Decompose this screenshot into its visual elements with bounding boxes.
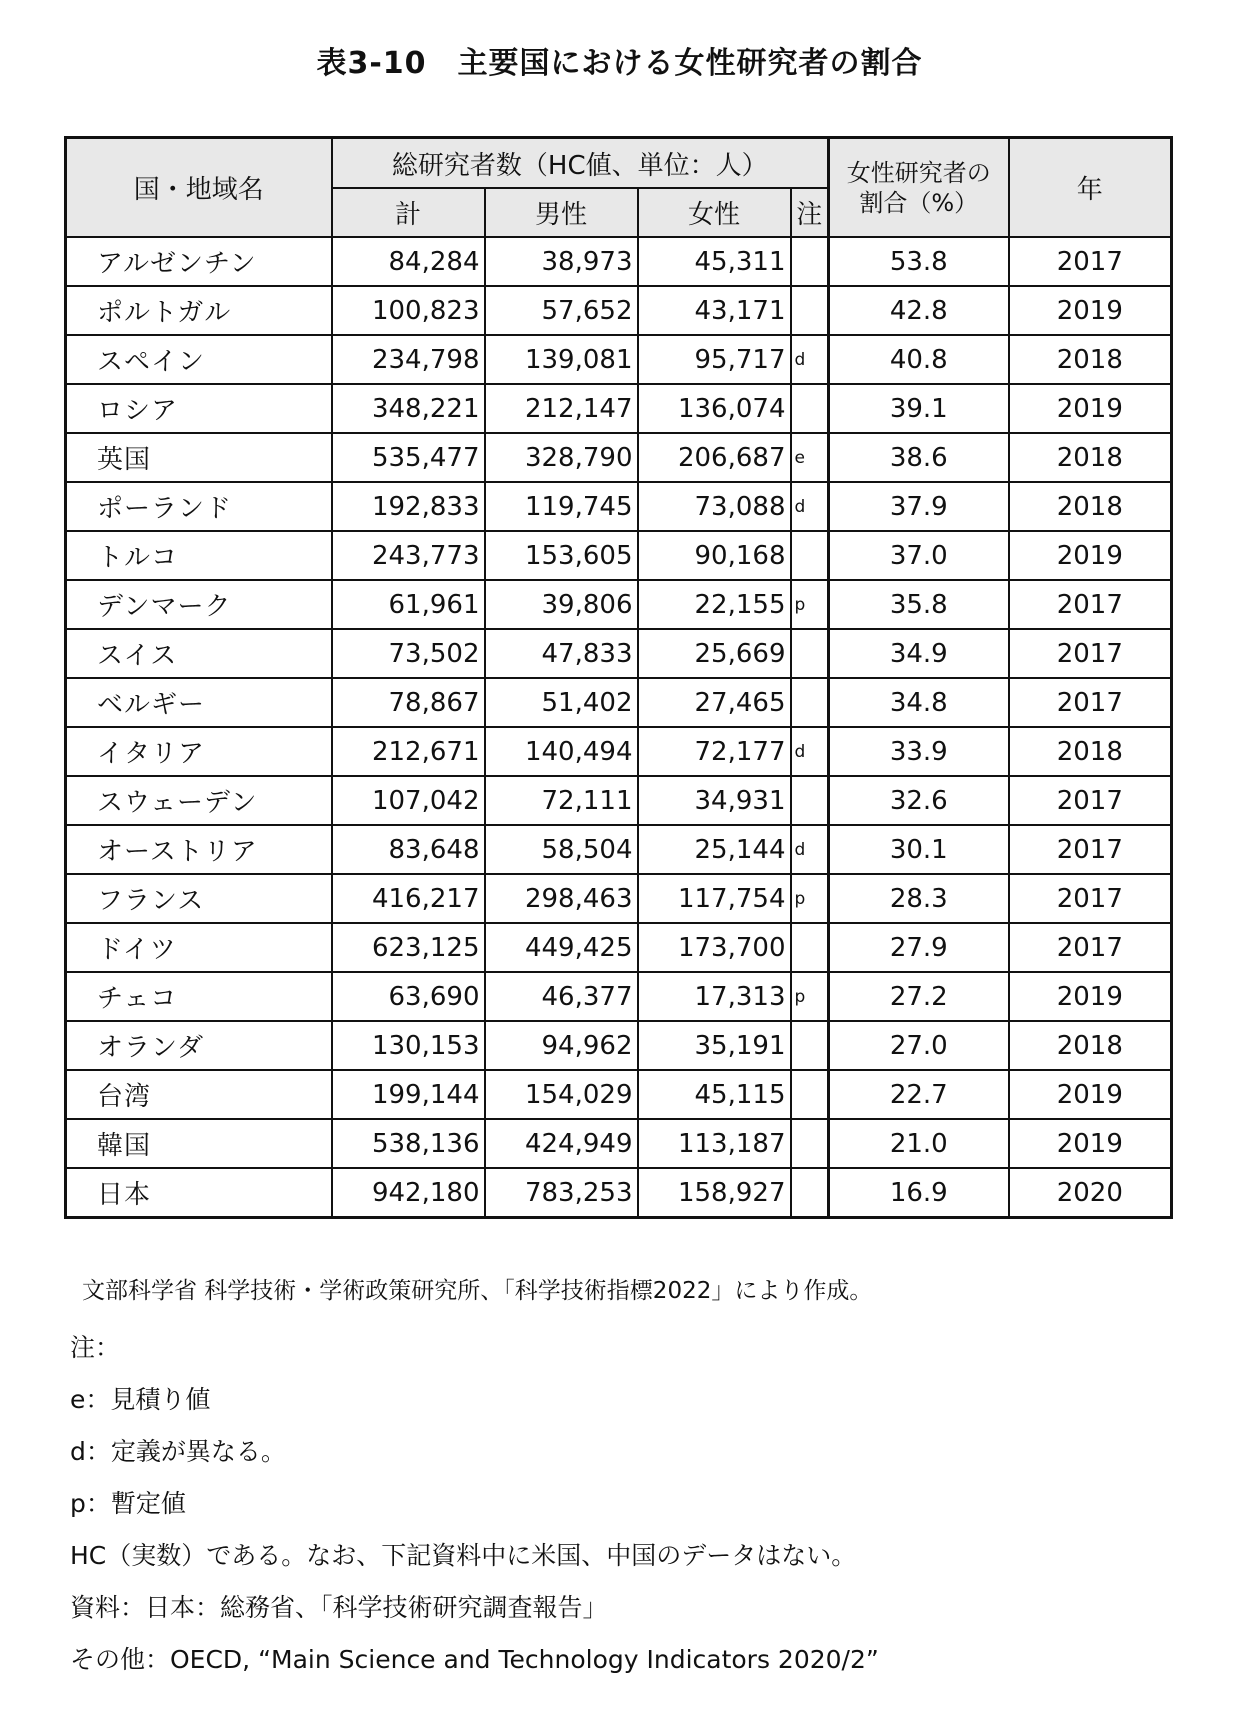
cell-note [791,286,829,335]
cell-country: アルゼンチン [66,237,332,286]
cell-note [791,629,829,678]
note-source-japan: 資料：日本：総務省、「科学技術研究調査報告」 [70,1593,608,1622]
cell-year: 2017 [1009,629,1172,678]
cell-total: 83,648 [332,825,485,874]
header-female-rate-line2: 割合（%） [859,188,979,217]
cell-country: スウェーデン [66,776,332,825]
source-text: 文部科学省 科学技術・学術政策研究所、「科学技術指標2022」により作成。 [82,1278,873,1304]
cell-note: d [791,825,829,874]
cell-male: 783,253 [485,1168,638,1218]
table-row [66,727,1172,776]
cell-total: 234,798 [332,335,485,384]
cell-female: 45,115 [638,1070,791,1119]
cell-total: 212,671 [332,727,485,776]
cell-female-rate: 21.0 [829,1119,1009,1168]
cell-country: チェコ [66,972,332,1021]
cell-total: 100,823 [332,286,485,335]
cell-total: 623,125 [332,923,485,972]
cell-year: 2018 [1009,335,1172,384]
cell-year: 2017 [1009,874,1172,923]
cell-country: オランダ [66,1021,332,1070]
cell-female: 25,669 [638,629,791,678]
cell-female-rate: 22.7 [829,1070,1009,1119]
header-year: 年 [1009,138,1172,238]
cell-male: 154,029 [485,1070,638,1119]
cell-male: 449,425 [485,923,638,972]
cell-year: 2017 [1009,776,1172,825]
cell-country: 台湾 [66,1070,332,1119]
note-source-other: その他：OECD, “Main Science and Technology Indicators 2020/2” [70,1645,879,1674]
cell-note: p [791,874,829,923]
cell-note [791,678,829,727]
cell-male: 298,463 [485,874,638,923]
page-title: 表3-10 主要国における女性研究者の割合 [316,46,923,81]
cell-male: 57,652 [485,286,638,335]
cell-year: 2019 [1009,1070,1172,1119]
cell-year: 2020 [1009,1168,1172,1218]
cell-note [791,1070,829,1119]
cell-country: イタリア [66,727,332,776]
header-country: 国・地域名 [66,138,332,238]
cell-female: 27,465 [638,678,791,727]
cell-note [791,1119,829,1168]
table-row [66,433,1172,482]
header-male: 男性 [485,188,638,237]
cell-year: 2019 [1009,384,1172,433]
cell-year: 2017 [1009,237,1172,286]
cell-year: 2019 [1009,972,1172,1021]
cell-male: 153,605 [485,531,638,580]
cell-total: 199,144 [332,1070,485,1119]
cell-total: 348,221 [332,384,485,433]
cell-male: 58,504 [485,825,638,874]
cell-total: 538,136 [332,1119,485,1168]
cell-country: ドイツ [66,923,332,972]
cell-female: 113,187 [638,1119,791,1168]
table-row [66,286,1172,335]
cell-female-rate: 28.3 [829,874,1009,923]
table-row [66,874,1172,923]
researcher-table [64,136,1173,1219]
table-row [66,1070,1172,1119]
cell-country: ベルギー [66,678,332,727]
cell-female: 206,687 [638,433,791,482]
cell-female: 90,168 [638,531,791,580]
cell-note [791,923,829,972]
cell-country: トルコ [66,531,332,580]
cell-total: 73,502 [332,629,485,678]
cell-female: 95,717 [638,335,791,384]
cell-female: 136,074 [638,384,791,433]
cell-female: 45,311 [638,237,791,286]
cell-male: 139,081 [485,335,638,384]
cell-note: p [791,580,829,629]
cell-total: 107,042 [332,776,485,825]
cell-total: 61,961 [332,580,485,629]
table-row [66,776,1172,825]
cell-male: 94,962 [485,1021,638,1070]
cell-country: デンマーク [66,580,332,629]
cell-note [791,531,829,580]
table-row [66,482,1172,531]
cell-country: ロシア [66,384,332,433]
cell-total: 535,477 [332,433,485,482]
table-row [66,1168,1172,1218]
header-female-rate-line1: 女性研究者の [846,158,991,187]
note-d: d：定義が異なる。 [70,1437,286,1466]
cell-female-rate: 38.6 [829,433,1009,482]
cell-male: 46,377 [485,972,638,1021]
cell-note: d [791,335,829,384]
cell-year: 2018 [1009,482,1172,531]
cell-country: ポーランド [66,482,332,531]
cell-male: 212,147 [485,384,638,433]
cell-female: 73,088 [638,482,791,531]
cell-female: 34,931 [638,776,791,825]
cell-country: 英国 [66,433,332,482]
table-row [66,972,1172,1021]
cell-note: d [791,727,829,776]
cell-female-rate: 27.2 [829,972,1009,1021]
cell-note: p [791,972,829,1021]
cell-year: 2018 [1009,727,1172,776]
cell-female: 117,754 [638,874,791,923]
table-row [66,1021,1172,1070]
header-note: 注 [791,188,829,237]
cell-year: 2018 [1009,433,1172,482]
cell-female: 17,313 [638,972,791,1021]
cell-country: スイス [66,629,332,678]
note-hc: HC（実数）である。なお、下記資料中に米国、中国のデータはない。 [70,1541,857,1570]
cell-male: 38,973 [485,237,638,286]
cell-female-rate: 32.6 [829,776,1009,825]
cell-note [791,1168,829,1218]
cell-note: e [791,433,829,482]
cell-female: 35,191 [638,1021,791,1070]
cell-female: 158,927 [638,1168,791,1218]
cell-female-rate: 16.9 [829,1168,1009,1218]
cell-female: 173,700 [638,923,791,972]
cell-male: 51,402 [485,678,638,727]
cell-male: 47,833 [485,629,638,678]
cell-total: 63,690 [332,972,485,1021]
cell-country: 日本 [66,1168,332,1218]
header-female: 女性 [638,188,791,237]
cell-total: 78,867 [332,678,485,727]
cell-female-rate: 34.9 [829,629,1009,678]
notes-heading: 注： [70,1333,121,1362]
note-e: e：見積り値 [70,1385,211,1414]
cell-year: 2017 [1009,923,1172,972]
notes-section [70,1322,879,1686]
cell-country: 韓国 [66,1119,332,1168]
header-total-researchers: 総研究者数（HC値、単位：人） [332,138,829,189]
cell-male: 140,494 [485,727,638,776]
cell-note [791,237,829,286]
table-row [66,531,1172,580]
cell-note: d [791,482,829,531]
cell-male: 424,949 [485,1119,638,1168]
note-p: p：暫定値 [70,1489,186,1518]
cell-male: 119,745 [485,482,638,531]
cell-year: 2018 [1009,1021,1172,1070]
cell-note [791,384,829,433]
cell-male: 328,790 [485,433,638,482]
cell-female-rate: 39.1 [829,384,1009,433]
table-row [66,335,1172,384]
cell-year: 2017 [1009,678,1172,727]
table-row [66,1119,1172,1168]
table-row [66,923,1172,972]
cell-year: 2017 [1009,580,1172,629]
cell-total: 130,153 [332,1021,485,1070]
table-row [66,237,1172,286]
cell-total: 416,217 [332,874,485,923]
cell-female: 72,177 [638,727,791,776]
cell-year: 2019 [1009,286,1172,335]
cell-female: 43,171 [638,286,791,335]
table-row [66,825,1172,874]
cell-note [791,1021,829,1070]
cell-total: 942,180 [332,1168,485,1218]
cell-country: スペイン [66,335,332,384]
cell-female-rate: 42.8 [829,286,1009,335]
table-row [66,678,1172,727]
header-female-rate [829,138,1009,238]
cell-female: 22,155 [638,580,791,629]
cell-total: 192,833 [332,482,485,531]
cell-female: 25,144 [638,825,791,874]
cell-year: 2019 [1009,1119,1172,1168]
cell-year: 2017 [1009,825,1172,874]
cell-female-rate: 37.0 [829,531,1009,580]
cell-female-rate: 53.8 [829,237,1009,286]
cell-female-rate: 35.8 [829,580,1009,629]
cell-note [791,776,829,825]
cell-female-rate: 27.9 [829,923,1009,972]
cell-male: 72,111 [485,776,638,825]
cell-country: フランス [66,874,332,923]
cell-female-rate: 40.8 [829,335,1009,384]
cell-total: 243,773 [332,531,485,580]
cell-female-rate: 37.9 [829,482,1009,531]
cell-country: ポルトガル [66,286,332,335]
table-row [66,384,1172,433]
cell-female-rate: 34.8 [829,678,1009,727]
cell-total: 84,284 [332,237,485,286]
cell-female-rate: 27.0 [829,1021,1009,1070]
table-row [66,629,1172,678]
cell-country: オーストリア [66,825,332,874]
cell-female-rate: 30.1 [829,825,1009,874]
cell-year: 2019 [1009,531,1172,580]
table-row [66,580,1172,629]
cell-female-rate: 33.9 [829,727,1009,776]
header-total: 計 [332,188,485,237]
cell-male: 39,806 [485,580,638,629]
